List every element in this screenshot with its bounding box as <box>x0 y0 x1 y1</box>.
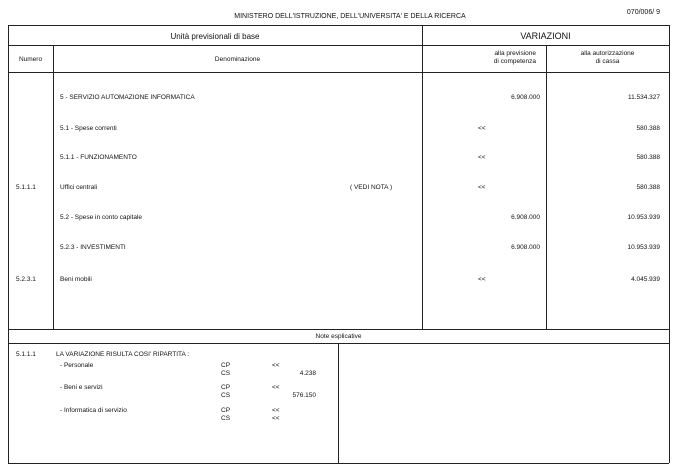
row-label: 5.2.3 - INVESTIMENTI <box>60 244 126 251</box>
column-header-numero: Numero <box>18 56 43 63</box>
note-cs-value: << <box>272 415 280 422</box>
note-cp-value: << <box>272 362 280 369</box>
row-numero: 5.2.3.1 <box>16 276 36 283</box>
group-header-variazioni: VARIAZIONI <box>520 31 571 41</box>
column-header-competenza-line2: di competenza <box>493 58 536 65</box>
column-header-competenza-line1: alla previsione <box>494 50 536 57</box>
note-cs-label: CS <box>221 415 231 422</box>
column-header-cassa-line1: alla autorizzazione <box>580 50 635 57</box>
row-label: 5.1.1 - FUNZIONAMENTO <box>60 154 137 161</box>
group-header-units: Unità previsionali di base <box>170 32 260 41</box>
notes-heading: LA VARIAZIONE RISULTA COSI' RIPARTITA : <box>56 351 190 358</box>
row-label: Uffici centrali <box>60 184 98 191</box>
row-label: 5.1 - Spese correnti <box>60 125 117 132</box>
row-cassa: 580.388 <box>636 125 660 132</box>
ministry-header: MINISTERO DELL'ISTRUZIONE, DELL'UNIVERSITA' E DELLA RICERCA <box>234 13 466 20</box>
column-header-cassa-line2: di cassa <box>595 58 620 65</box>
row-label: 5 - SERVIZIO AUTOMAZIONE INFORMATICA <box>60 94 195 101</box>
row-competenza: 6.908.000 <box>511 244 540 251</box>
row-note-reference: ( VEDI NOTA ) <box>350 184 393 191</box>
row-competenza: 6.908.000 <box>511 214 540 221</box>
note-cp-label: CP <box>221 362 231 369</box>
row-cassa: 580.388 <box>636 154 660 161</box>
note-cs-label: CS <box>221 392 231 399</box>
note-cp-value: << <box>272 407 280 414</box>
note-item-label: - Personale <box>60 362 94 369</box>
note-cp-label: CP <box>221 407 231 414</box>
row-cassa: 580.388 <box>636 184 660 191</box>
document-code: 070/006/ 9 <box>626 9 660 16</box>
row-numero: 5.1.1.1 <box>16 184 36 191</box>
row-label: 5.2 - Spese in conto capitale <box>60 214 143 221</box>
row-competenza: << <box>478 276 486 283</box>
row-cassa: 10.953.939 <box>627 214 660 221</box>
row-competenza: << <box>478 125 486 132</box>
column-header-denominazione: Denominazione <box>214 56 261 63</box>
note-cs-value: 576.150 <box>292 392 316 399</box>
row-competenza: 6.908.000 <box>511 94 540 101</box>
note-cs-value: 4.238 <box>299 370 316 377</box>
note-item-label: - Beni e servizi <box>60 384 103 391</box>
row-competenza: << <box>478 184 486 191</box>
row-label: Beni mobili <box>60 276 92 283</box>
row-competenza: << <box>478 154 486 161</box>
notes-reference: 5.1.1.1 <box>16 351 36 358</box>
row-cassa: 4.045.939 <box>631 276 660 283</box>
note-item-label: - Informatica di servizio <box>60 407 127 414</box>
note-cp-value: << <box>272 384 280 391</box>
note-cp-label: CP <box>221 384 231 391</box>
notes-title: Note esplicative <box>315 333 362 340</box>
row-cassa: 10.953.939 <box>627 244 660 251</box>
row-cassa: 11.534.327 <box>627 94 660 101</box>
note-cs-label: CS <box>221 370 231 377</box>
